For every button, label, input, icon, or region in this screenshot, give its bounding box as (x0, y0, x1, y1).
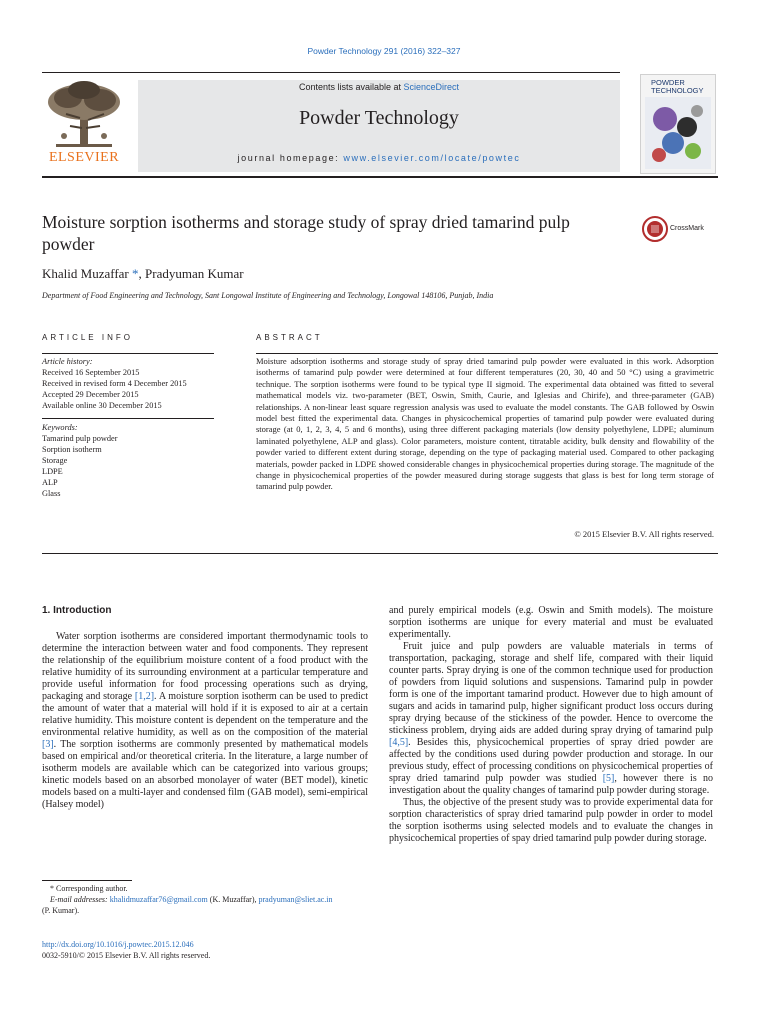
history-received: Received 16 September 2015 (42, 368, 140, 377)
keyword-item: Tamarind pulp powder (42, 434, 118, 443)
email-name: (K. Muzaffar), (207, 895, 259, 904)
intro-paragraph (42, 631, 368, 811)
issn-copyright: 0032-5910/© 2015 Elsevier B.V. All rights reserved. (42, 951, 211, 960)
footnote-mark: * (50, 884, 54, 893)
reference-link[interactable]: [3] (42, 739, 54, 750)
corresponding-mark[interactable]: * (128, 266, 139, 281)
intro-text: , however there is no investigation about the quality changes of tamarind pulp powder during storage. (389, 773, 713, 796)
keywords-rule (42, 418, 214, 419)
elsevier-wordmark: ELSEVIER (48, 150, 120, 165)
email-name-kumar: (P. Kumar). (42, 906, 80, 915)
abstract-rule (256, 353, 718, 354)
intro-left-column (42, 631, 368, 811)
article-info-heading: ARTICLE INFO (42, 333, 133, 342)
intro-right-column (389, 605, 713, 845)
author-muzaffar[interactable]: Khalid Muzaffar (42, 266, 129, 281)
abstract-copyright: © 2015 Elsevier B.V. All rights reserved. (574, 529, 714, 539)
journal-title: Powder Technology (299, 107, 459, 129)
journal-homepage (138, 153, 620, 163)
keywords-label: Keywords: (42, 423, 78, 432)
affiliation: Department of Food Engineering and Technology, Sant Longowal Institute of Engineering and Technology, Longowal 148106, Punjab, India (42, 291, 494, 300)
keywords (42, 422, 222, 499)
contents-prefix: Contents lists available at (298, 82, 404, 92)
email-label: E-mail addresses: (50, 895, 110, 904)
doi-block (42, 939, 210, 961)
keyword-item: Storage (42, 456, 68, 465)
corresponding-text: Corresponding author. (54, 884, 128, 893)
corresponding-author-note (42, 883, 372, 894)
intro-text: Water sorption isotherms are considered important thermodynamic tools to determine the interaction between water and food components. They represent the relationship of the equilibrium moisture content of a food product with the relative humidity of its surrounding environment at a particular temperature and provide useful information for food processing operations such as drying, packaging and storage (42, 631, 368, 702)
crossmark-icon[interactable] (642, 216, 668, 242)
author-kumar[interactable]: Pradyuman Kumar (145, 266, 244, 281)
reference-link[interactable]: [1,2] (134, 691, 155, 702)
cover-artwork (645, 97, 711, 169)
email-link-kumar[interactable]: pradyuman@sliet.ac.in (258, 895, 333, 904)
crossmark-label[interactable]: CrossMark (670, 225, 704, 232)
homepage-link[interactable]: www.elsevier.com/locate/powtec (343, 153, 521, 163)
footnote-rule (42, 880, 132, 881)
history-label: Article history: (42, 357, 93, 366)
intro-paragraph (389, 641, 713, 797)
history-online: Available online 30 December 2015 (42, 401, 162, 410)
intro-paragraph: Thus, the objective of the present study was to provide experimental data for sorption characteristics of spray dried tamarind pulp powder in order to model the sorption isotherms using selected models and to evaluate the changes in physicochemical properties of spay dried tamarind pulp powder during storage. (389, 797, 713, 844)
keyword-item: Sorption isotherm (42, 445, 102, 454)
article-history (42, 356, 222, 411)
reference-link[interactable]: [5] (602, 773, 615, 784)
footnote (42, 883, 372, 916)
history-revised: Received in revised form 4 December 2015 (42, 379, 187, 388)
elsevier-tree-logo (42, 78, 126, 150)
cover-title: POWDER TECHNOLOGY (651, 78, 704, 95)
keyword-item: ALP (42, 478, 58, 487)
header-rule (42, 72, 620, 73)
intro-paragraph: and purely empirical models (e.g. Oswin and Smith models). The moisture sorption isotherms are unique for every material and must be evaluated experimentally. (389, 605, 713, 640)
keyword-item: LDPE (42, 467, 63, 476)
intro-heading: 1. Introduction (42, 605, 112, 616)
header-bottom-rule (42, 176, 718, 178)
abstract-heading: ABSTRACT (256, 333, 323, 342)
abstract-bottom-rule (42, 553, 718, 554)
homepage-prefix: journal homepage: (237, 153, 344, 163)
history-accepted: Accepted 29 December 2015 (42, 390, 139, 399)
article-title: Moisture sorption isotherms and storage study of spray dried tamarind pulp powder (42, 212, 570, 254)
email-link-muzaffar[interactable]: khalidmuzaffar76@gmail.com (109, 895, 208, 904)
author-separator: , (138, 266, 146, 281)
intro-text: . The sorption isotherms are commonly presented by mathematical models based on empirical and/or theoretical criteria. In the literature, a large number of isotherm models are available which can be categorized into various groups; kinetic models based on an absorbed monolayer of water (BET model), kinetic models based on a multi-layer and condensed film (GAB model), semi-empirical (Halsey model) (42, 739, 368, 810)
doi-link[interactable]: http://dx.doi.org/10.1016/j.powtec.2015.12.046 (42, 940, 194, 949)
sciencedirect-link[interactable]: ScienceDirect (403, 82, 460, 92)
article-info-rule (42, 353, 214, 354)
keyword-item: Glass (42, 489, 61, 498)
intro-text: Fruit juice and pulp powders are valuable materials in terms of transportation, packaging, storage and shelf life, compared with their liquid counter parts. Spray drying is one of the common technique used for production of powders from liquid solutions and suspensions. Tamarind pulp in powder form is one of the important tamarind product. However due to high amount of sugars and acids in tamarind pulp, higher significant product loss occurs during spray drying because of the stickiness of the powder. Hence to overcome the stickiness problem, drying aids are added during spray drying of tamarind pulp (389, 641, 713, 736)
email-note (42, 894, 372, 905)
journal-cover-image[interactable] (640, 74, 716, 174)
abstract-text: Moisture adsorption isotherms and storage study of spray dried tamarind pulp powder were evaluated in this work. Adsorption isotherms of tamarind pulp powder were determined at four different temperatures (20, 30, 40 and 50 °C) using a gravimetric technique. The sorption isotherms were found to be typical type II sigmoid. The experimental data obtained was fitted to several mathematical models viz. two-parameter (BET, Oswin, Smith, Caurie, and Iglesias and Chirife), and three-parameter (GAB) relationships. A non-linear least square regression analysis was used to evaluate the model constants. The GAB followed by Oswin model best fitted the experimental data. Changes in physicochemical properties of tamarind pulp powder were evaluated during storage (at 0, 1, 2, 3, 4, 5 and 6 months), using three different packaging materials (low density polyethylene, LDPE; aluminum laminated polyethylene, ALP and glass). Color parameters, moisture content, titratable acidity, bulk density and flowability of the powder varied to different extent during storage, depending on the type of packaging material used. Compared to other packaging materials, powder packed in LDPE showed considerable changes in physicochemical properties during storage. The magnitude of the change in physicochemical properties of the powder measured during storage suggests that glass is best for long term storage of tamarind pulp powder. (256, 356, 714, 492)
reference-link[interactable]: [4,5] (389, 737, 409, 748)
contents-line (138, 82, 620, 92)
journal-citation[interactable]: Powder Technology 291 (2016) 322–327 (307, 46, 461, 56)
intro-text: . Besides this, physicochemical properties of spray dried powder are affected by the conditions used during powder production and storage. In our previous study, effect of processing conditions on physicochemical properties of spray dried tamarind pulp powder was studied (389, 737, 713, 784)
intro-text: . A moisture sorption isotherm can be used to predict the amount of water that a material will hold if it is exposed to air at a certain relative humidity. This moisture content is dependent on the temperature and the environmental relative humidity, as well as on the composition of the material (42, 691, 368, 738)
authors (42, 266, 244, 282)
